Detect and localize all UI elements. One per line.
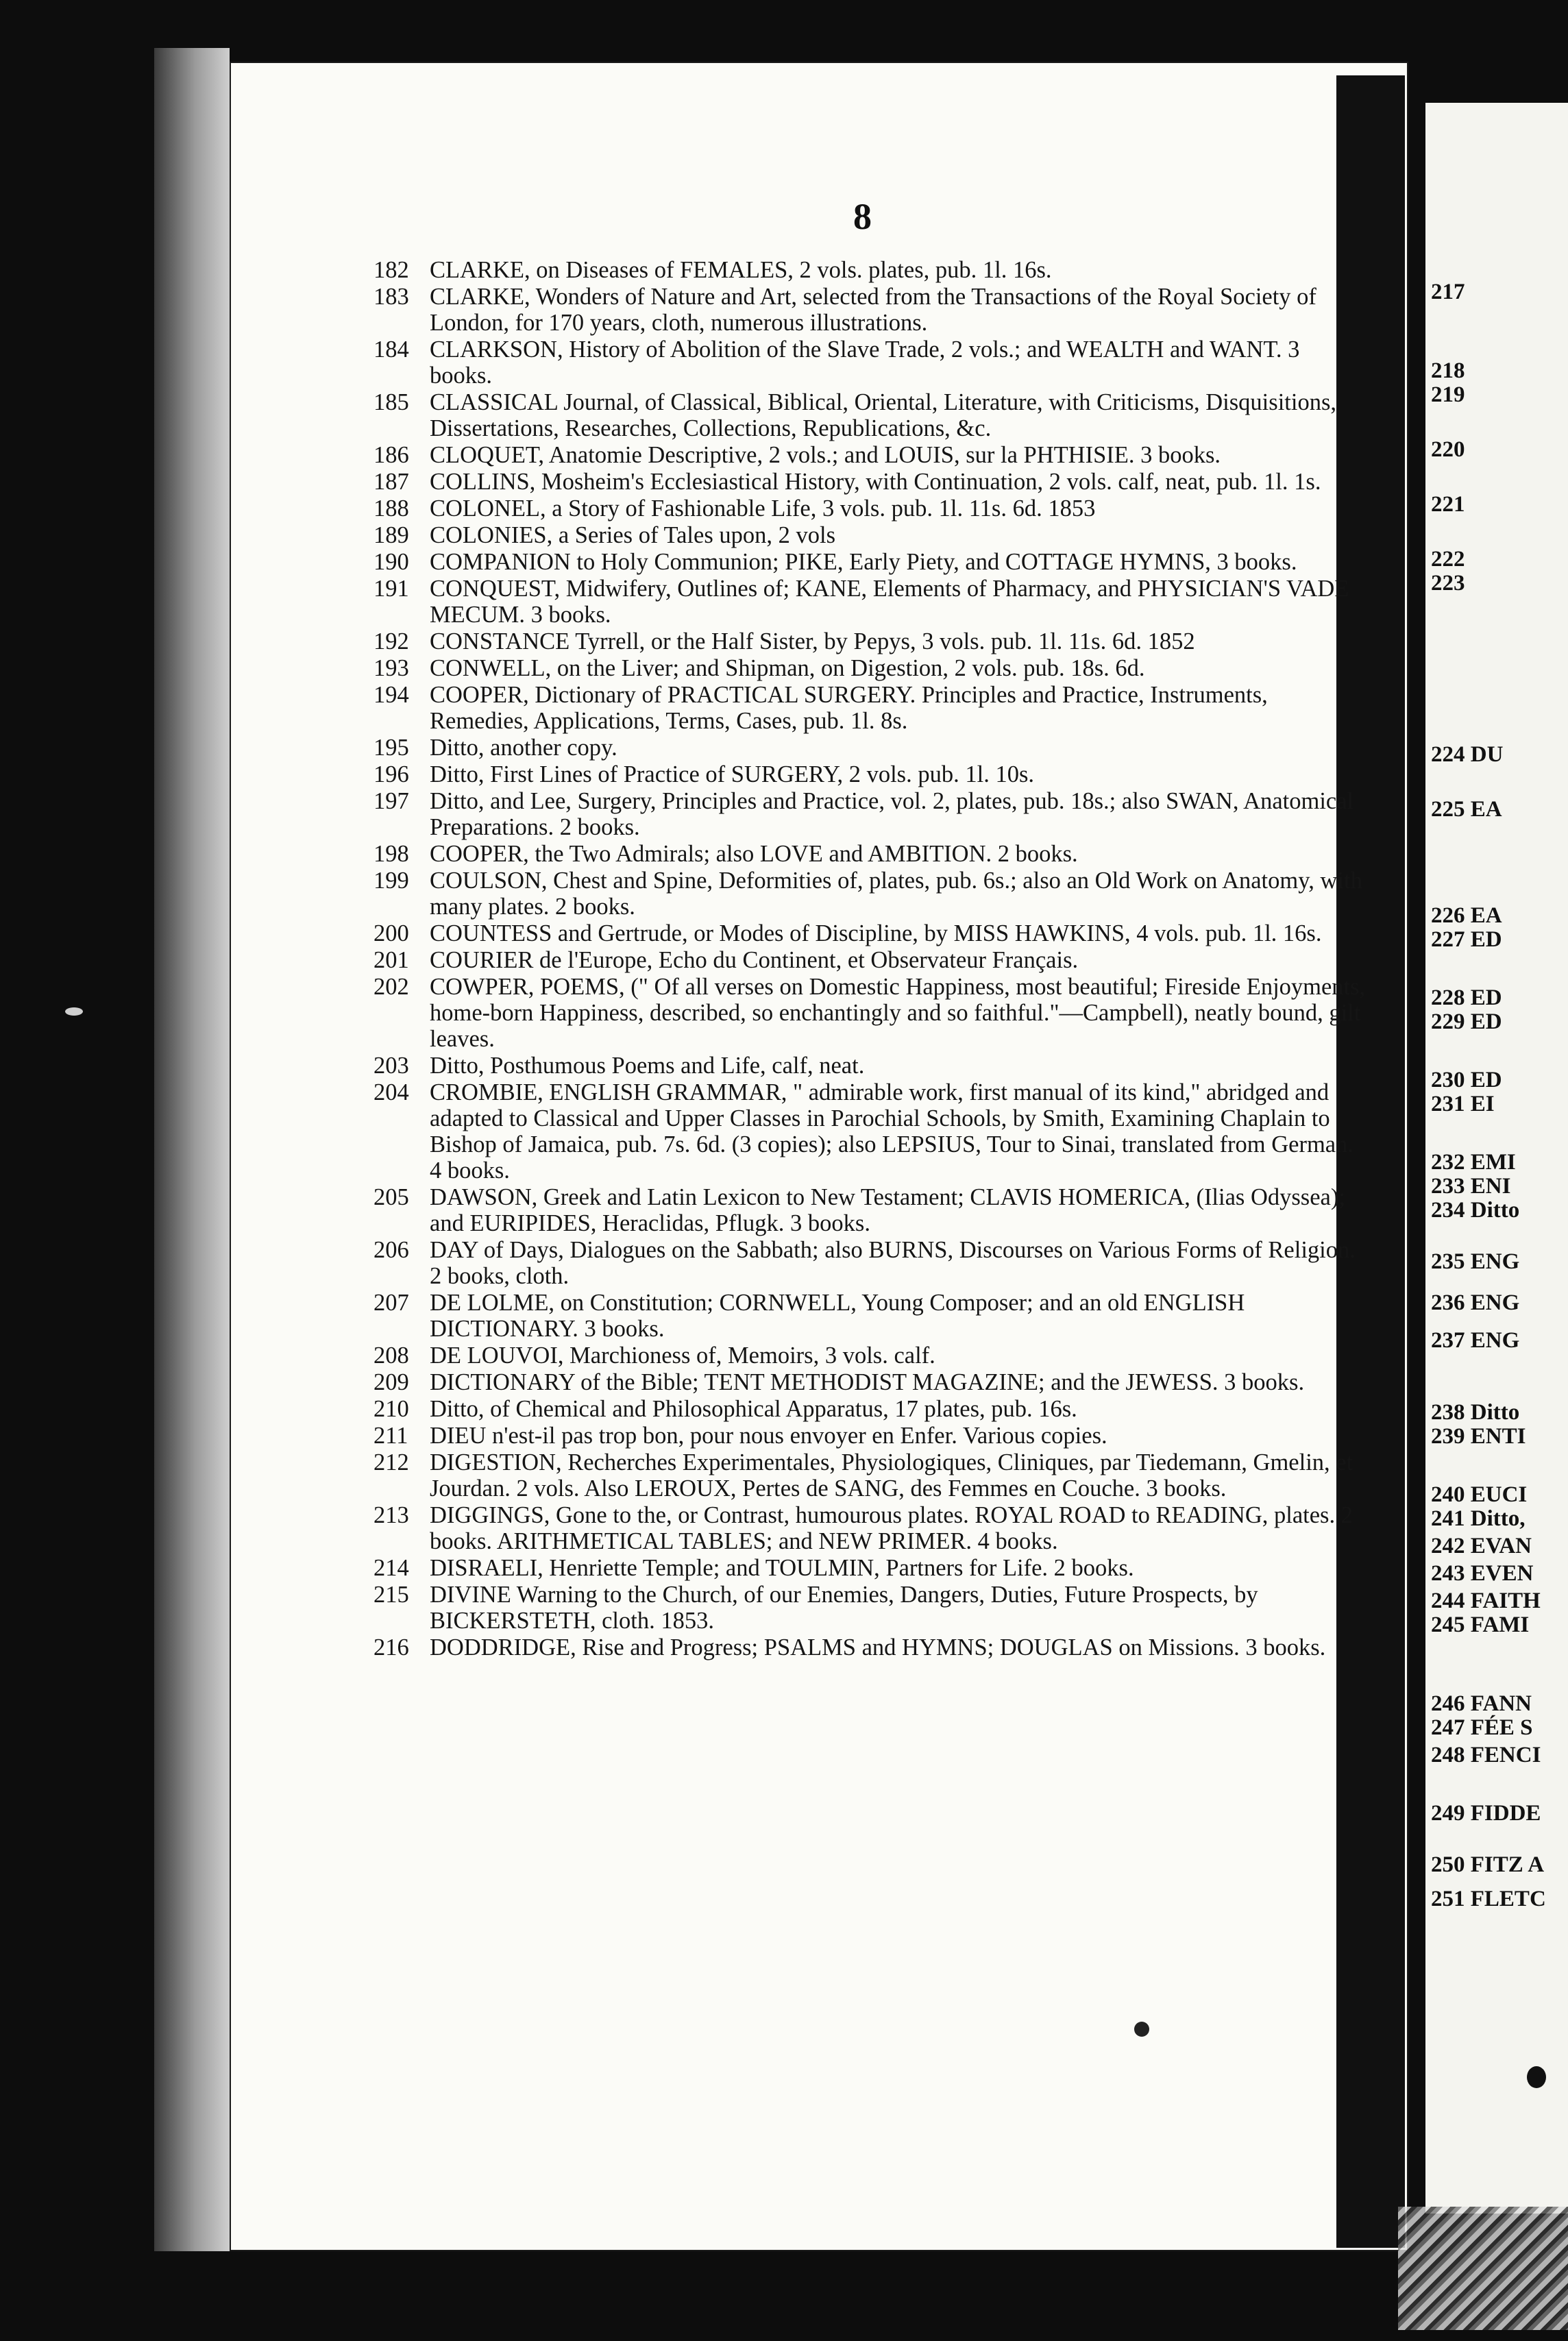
entry-text: COLONIES, a Series of Tales upon, 2 vols xyxy=(430,522,836,548)
facing-page-line: 238 Ditto xyxy=(1431,1400,1520,1425)
catalogue-entry xyxy=(373,1184,1367,1236)
facing-page-line: 232 EMI xyxy=(1431,1150,1516,1175)
catalogue-entry xyxy=(373,1343,1367,1369)
entry-text: DE LOLME, on Constitution; CORNWELL, Young Composer; and an old ENGLISH DICTIONARY. 3 books. xyxy=(430,1290,1245,1342)
entry-text: CLARKE, Wonders of Nature and Art, selected from the Transactions of the Royal Society of London, for 170 years, cloth, numerous illustrations. xyxy=(430,284,1316,336)
entry-number: 182 xyxy=(373,257,409,283)
entry-text: DAY of Days, Dialogues on the Sabbath; also BURNS, Discourses on Various Forms of Religion. 2 books, cloth. xyxy=(430,1237,1356,1289)
facing-page-line: 239 ENTI xyxy=(1431,1424,1526,1449)
facing-page-line: 250 FITZ A xyxy=(1431,1852,1545,1877)
catalogue-entry xyxy=(373,1237,1367,1289)
entry-number: 206 xyxy=(373,1237,409,1263)
entry-number: 210 xyxy=(373,1396,409,1422)
facing-page-line: 249 FIDDE xyxy=(1431,1801,1541,1826)
entry-text: DIEU n'est-il pas trop bon, pour nous envoyer en Enfer. Various copies. xyxy=(430,1423,1107,1449)
facing-page-line: 223 xyxy=(1431,571,1465,596)
facing-page-line: 218 xyxy=(1431,358,1465,383)
facing-page-line: 229 ED xyxy=(1431,1009,1502,1034)
entry-text: COULSON, Chest and Spine, Deformities of, plates, pub. 6s.; also an Old Work on Anatomy, with many plates. 2 books. xyxy=(430,868,1362,920)
catalogue-entry xyxy=(373,389,1367,441)
catalogue-entry xyxy=(373,1555,1367,1581)
entry-text: CLASSICAL Journal, of Classical, Biblical, Oriental, Literature, with Criticisms, Disquisitions, Dissertations, Researches, Collections, Republications, &c. xyxy=(430,389,1336,441)
entry-text: DICTIONARY of the Bible; TENT METHODIST MAGAZINE; and the JEWESS. 3 books. xyxy=(430,1369,1305,1395)
facing-page-line: 222 xyxy=(1431,547,1465,572)
entry-number: 214 xyxy=(373,1555,409,1581)
entry-number: 197 xyxy=(373,788,409,814)
catalogue-entry xyxy=(373,257,1367,283)
catalogue-entry xyxy=(373,1502,1367,1554)
catalogue-entry xyxy=(373,761,1367,787)
ink-spot xyxy=(1134,2022,1149,2037)
entry-number: 203 xyxy=(373,1053,409,1079)
scan-mark xyxy=(65,1007,83,1016)
catalogue-entry xyxy=(373,1079,1367,1184)
catalogue-entry xyxy=(373,1290,1367,1342)
facing-page-line: 225 EA xyxy=(1431,797,1502,822)
catalogue-entry xyxy=(373,788,1367,840)
entry-text: DODDRIDGE, Rise and Progress; PSALMS and HYMNS; DOUGLAS on Missions. 3 books. xyxy=(430,1634,1326,1660)
entry-text: COOPER, the Two Admirals; also LOVE and AMBITION. 2 books. xyxy=(430,841,1078,867)
facing-page-line: 219 xyxy=(1431,382,1465,407)
entry-number: 204 xyxy=(373,1079,409,1105)
ink-spot xyxy=(1527,2066,1546,2088)
catalogue-entry xyxy=(373,947,1367,973)
torn-paper-edge xyxy=(1398,2207,1568,2330)
entry-text: COWPER, POEMS, (" Of all verses on Domestic Happiness, most beautiful; Fireside Enjoyments, home-born Happiness, described, so enchantingly and so faithful."—Campbell), neatly bound, gilt leaves. xyxy=(430,974,1366,1052)
facing-page-line: 247 FÉE S xyxy=(1431,1715,1533,1740)
entry-number: 189 xyxy=(373,522,409,548)
facing-page-line: 251 FLETC xyxy=(1431,1887,1546,1911)
catalogue-entry xyxy=(373,284,1367,336)
entry-text: COLLINS, Mosheim's Ecclesiastical History, with Continuation, 2 vols. calf, neat, pub. 1l. 1s. xyxy=(430,469,1321,495)
entry-text: COMPANION to Holy Communion; PIKE, Early Piety, and COTTAGE HYMNS, 3 books. xyxy=(430,549,1297,575)
entry-text: Ditto, and Lee, Surgery, Principles and Practice, vol. 2, plates, pub. 18s.; also SWAN, Anatomical Preparations. 2 books. xyxy=(430,788,1354,840)
catalogue-entry xyxy=(373,682,1367,734)
catalogue-entry xyxy=(373,1582,1367,1634)
entry-number: 202 xyxy=(373,974,409,1000)
facing-page-line: 244 FAITH xyxy=(1431,1589,1541,1613)
entry-text: Ditto, First Lines of Practice of SURGERY, 2 vols. pub. 1l. 10s. xyxy=(430,761,1034,787)
entry-text: Ditto, another copy. xyxy=(430,735,617,761)
facing-page-line: 220 xyxy=(1431,437,1465,462)
catalogue-entry xyxy=(373,469,1367,495)
entry-number: 196 xyxy=(373,761,409,787)
catalogue-entry xyxy=(373,735,1367,761)
binding-shadow xyxy=(154,48,230,2251)
entry-number: 187 xyxy=(373,469,409,495)
entry-number: 216 xyxy=(373,1634,409,1660)
entry-text: Ditto, of Chemical and Philosophical Apparatus, 17 plates, pub. 16s. xyxy=(430,1396,1077,1422)
entry-text: CROMBIE, ENGLISH GRAMMAR, " admirable work, first manual of its kind," abridged and adapted to Classical and Upper Classes in Parochial Schools, by Smith, Examining Chaplain to Bishop of Jamaica, pub. 7s. 6d. (3 copies); also LEPSIUS, Tour to Sinai, translated from German. 4 books. xyxy=(430,1079,1353,1184)
catalogue-entry xyxy=(373,974,1367,1052)
entry-text: CONQUEST, Midwifery, Outlines of; KANE, Elements of Pharmacy, and PHYSICIAN'S VADE MECUM. 3 books. xyxy=(430,576,1349,628)
entry-text: CLARKE, on Diseases of FEMALES, 2 vols. plates, pub. 1l. 16s. xyxy=(430,257,1052,283)
facing-page-line: 246 FANN xyxy=(1431,1691,1532,1716)
facing-page-line: 228 ED xyxy=(1431,985,1502,1010)
entry-number: 213 xyxy=(373,1502,409,1528)
entry-text: CLOQUET, Anatomie Descriptive, 2 vols.; and LOUIS, sur la PHTHISIE. 3 books. xyxy=(430,442,1221,468)
page-number: 8 xyxy=(853,196,872,237)
entry-text: COOPER, Dictionary of PRACTICAL SURGERY. Principles and Practice, Instruments, Remedies, Applications, Terms, Cases, pub. 1l. 8s. xyxy=(430,682,1268,734)
entry-number: 198 xyxy=(373,841,409,867)
entry-text: CONWELL, on the Liver; and Shipman, on Digestion, 2 vols. pub. 18s. 6d. xyxy=(430,655,1145,681)
catalogue-entry xyxy=(373,1369,1367,1395)
facing-page-line: 242 EVAN xyxy=(1431,1534,1532,1558)
catalogue-entry xyxy=(373,1423,1367,1449)
catalogue-entry xyxy=(373,336,1367,389)
facing-page-line: 221 xyxy=(1431,492,1465,517)
entry-number: 188 xyxy=(373,495,409,522)
catalogue-entry xyxy=(373,1634,1367,1660)
entry-number: 215 xyxy=(373,1582,409,1608)
entry-number: 185 xyxy=(373,389,409,415)
facing-page-line: 224 DU xyxy=(1431,742,1504,767)
catalogue-entry xyxy=(373,522,1367,548)
entry-text: DISRAELI, Henriette Temple; and TOULMIN, Partners for Life. 2 books. xyxy=(430,1555,1134,1581)
entry-number: 183 xyxy=(373,284,409,310)
entry-text: COURIER de l'Europe, Echo du Continent, et Observateur Français. xyxy=(430,947,1079,973)
catalogue-entry xyxy=(373,1053,1367,1079)
entry-number: 186 xyxy=(373,442,409,468)
facing-page-line: 231 EI xyxy=(1431,1092,1495,1116)
facing-page-line: 245 FAMI xyxy=(1431,1613,1530,1637)
entry-number: 209 xyxy=(373,1369,409,1395)
entry-text: CONSTANCE Tyrrell, or the Half Sister, by Pepys, 3 vols. pub. 1l. 11s. 6d. 1852 xyxy=(430,628,1195,654)
catalogue-entry xyxy=(373,549,1367,575)
facing-page-line: 240 EUCI xyxy=(1431,1482,1528,1507)
catalogue-entry xyxy=(373,442,1367,468)
facing-page-line: 243 EVEN xyxy=(1431,1561,1534,1586)
facing-page-line: 217 xyxy=(1431,280,1465,304)
entry-number: 192 xyxy=(373,628,409,654)
entry-number: 194 xyxy=(373,682,409,708)
entry-number: 184 xyxy=(373,336,409,363)
catalogue-entry xyxy=(373,655,1367,681)
entry-number: 193 xyxy=(373,655,409,681)
catalogue-entry xyxy=(373,628,1367,654)
entry-text: COLONEL, a Story of Fashionable Life, 3 vols. pub. 1l. 11s. 6d. 1853 xyxy=(430,495,1096,522)
facing-page-line: 235 ENG xyxy=(1431,1249,1520,1274)
entry-text: CLARKSON, History of Abolition of the Slave Trade, 2 vols.; and WEALTH and WANT. 3 books. xyxy=(430,336,1300,389)
facing-page-line: 237 ENG xyxy=(1431,1328,1520,1353)
entry-text: Ditto, Posthumous Poems and Life, calf, neat. xyxy=(430,1053,865,1079)
catalogue-entry xyxy=(373,920,1367,946)
entry-text: DAWSON, Greek and Latin Lexicon to New Testament; CLAVIS HOMERICA, (Ilias Odyssea); and EURIPIDES, Heraclidas, Pflugk. 3 books. xyxy=(430,1184,1345,1236)
facing-page-fragment xyxy=(1425,103,1568,2214)
facing-page-line: 233 ENI xyxy=(1431,1174,1511,1199)
catalogue-entry xyxy=(373,1449,1367,1502)
entry-number: 201 xyxy=(373,947,409,973)
facing-page-line: 236 ENG xyxy=(1431,1290,1520,1315)
facing-page-line: 234 Ditto xyxy=(1431,1198,1520,1223)
facing-page-line: 230 ED xyxy=(1431,1068,1502,1092)
catalogue-entry xyxy=(373,576,1367,628)
entry-number: 199 xyxy=(373,868,409,894)
entry-number: 211 xyxy=(373,1423,408,1449)
entry-number: 208 xyxy=(373,1343,409,1369)
facing-page-line: 227 ED xyxy=(1431,927,1502,952)
entry-text: DIGESTION, Recherches Experimentales, Physiologiques, Cliniques, par Tiedemann, Gmelin, et Jourdan. 2 vols. Also LEROUX, Pertes de SANG, des Femmes en Couche. 3 books. xyxy=(430,1449,1353,1502)
entry-number: 190 xyxy=(373,549,409,575)
entry-text: DE LOUVOI, Marchioness of, Memoirs, 3 vols. calf. xyxy=(430,1343,935,1369)
entry-text: DIVINE Warning to the Church, of our Enemies, Dangers, Duties, Future Prospects, by BICKERSTETH, cloth. 1853. xyxy=(430,1582,1258,1634)
entry-number: 191 xyxy=(373,576,409,602)
entry-number: 205 xyxy=(373,1184,409,1210)
facing-page-line: 248 FENCI xyxy=(1431,1743,1541,1767)
catalogue-entries xyxy=(373,257,1367,1661)
entry-text: COUNTESS and Gertrude, or Modes of Discipline, by MISS HAWKINS, 4 vols. pub. 1l. 16s. xyxy=(430,920,1322,946)
entry-text: DIGGINGS, Gone to the, or Contrast, humourous plates. ROYAL ROAD to READING, plates. 2 books. ARITHMETICAL TABLES; and NEW PRIMER. 4 books. xyxy=(430,1502,1353,1554)
facing-page-line: 226 EA xyxy=(1431,903,1502,928)
catalogue-entry xyxy=(373,868,1367,920)
entry-number: 195 xyxy=(373,735,409,761)
entry-number: 200 xyxy=(373,920,409,946)
catalogue-entry xyxy=(373,1396,1367,1422)
catalogue-entry xyxy=(373,495,1367,522)
facing-page-line: 241 Ditto, xyxy=(1431,1506,1526,1531)
entry-number: 207 xyxy=(373,1290,409,1316)
entry-number: 212 xyxy=(373,1449,409,1475)
catalogue-entry xyxy=(373,841,1367,867)
